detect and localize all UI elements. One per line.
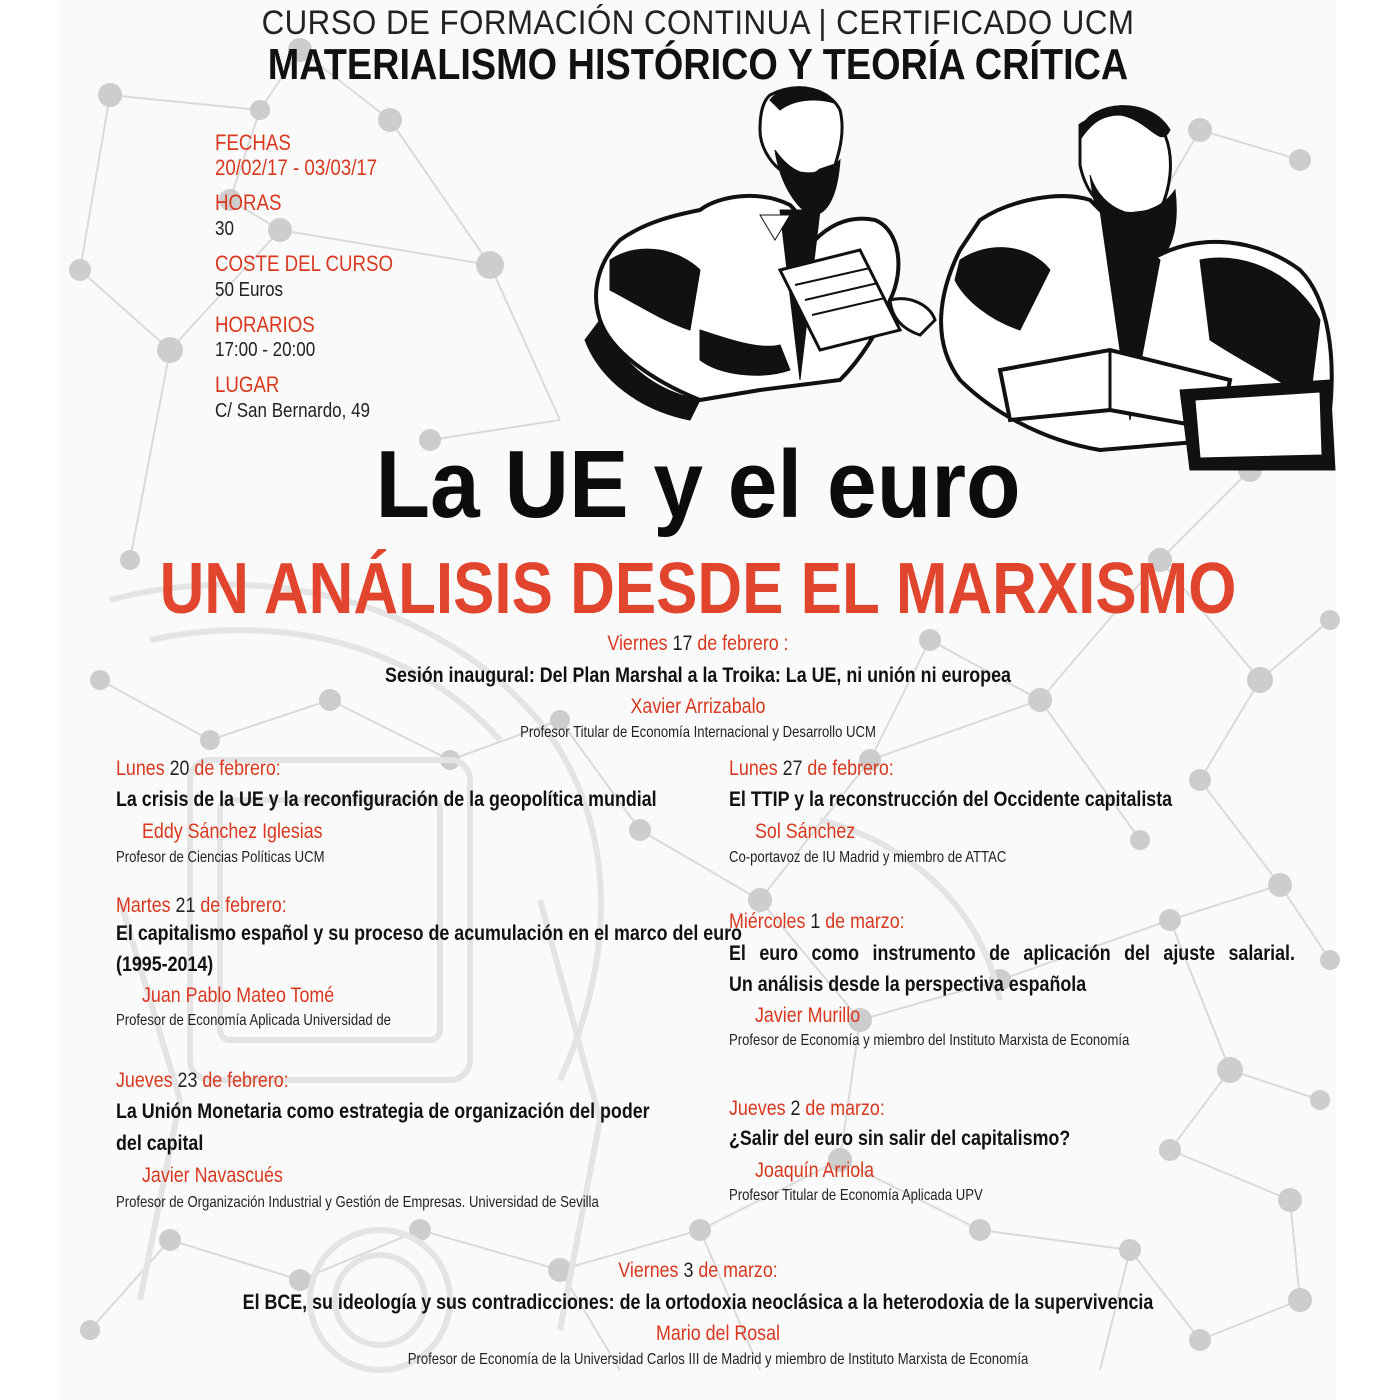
session-role-7: Profesor Titular de Economía Aplicada UPV (729, 1187, 983, 1204)
course-title: MATERIALISMO HISTÓRICO Y TEORÍA CRÍTICA (267, 40, 1129, 89)
session-speaker-7: Joaquín Arriola (755, 1159, 875, 1182)
month: de febrero: (194, 757, 281, 780)
session-date-5 (729, 757, 894, 781)
session-talk-6-line-1: El euro como instrumento de aplicación del ajuste salarial. (729, 942, 1295, 965)
place-value: C/ San Bernardo, 49 (215, 400, 370, 422)
month: de febrero: (200, 894, 287, 917)
session-talk-6-line-2: Un análisis desde la perspectiva española (729, 973, 1087, 996)
day-number: 3 (683, 1259, 694, 1282)
day-number: 17 (672, 632, 693, 655)
month: de febrero: (202, 1069, 289, 1092)
hours-value: 30 (215, 218, 234, 240)
session-role-2: Profesor de Ciencias Políticas UCM (116, 849, 325, 866)
main-title: La UE y el euro (375, 431, 1021, 538)
day-number: 2 (790, 1097, 801, 1120)
schedule-value: 17:00 - 20:00 (215, 339, 316, 361)
weekday: Viernes (607, 632, 668, 655)
day-number: 1 (810, 910, 821, 933)
session-talk-2: La crisis de la UE y la reconfiguración de la geopolítica mundial (116, 788, 657, 811)
session-talk-7: ¿Salir del euro sin salir del capitalismo? (729, 1127, 1071, 1150)
session-role-4: Profesor de Organización Industrial y Gestión de Empresas. Universidad de Sevilla (116, 1194, 599, 1211)
weekday: Jueves (729, 1097, 786, 1120)
session-date-7 (729, 1097, 885, 1121)
session-role-5: Co-portavoz de IU Madrid y miembro de ATTAC (729, 849, 1007, 866)
day-number: 23 (177, 1069, 198, 1092)
dates-label: FECHAS (215, 130, 291, 155)
session-date-2 (116, 757, 281, 781)
day-number: 20 (169, 757, 190, 780)
session-talk-4-line-2: del capital (116, 1132, 204, 1155)
session-speaker-6: Javier Murillo (755, 1004, 861, 1027)
weekday: Viernes (618, 1259, 679, 1282)
session-talk-1: Sesión inaugural: Del Plan Marshal a la Troika: La UE, ni unión ni europea (385, 664, 1011, 687)
session-role-6: Profesor de Economía y miembro del Instituto Marxista de Economía (729, 1032, 1130, 1049)
session-date-1 (156, 632, 1241, 656)
session-date-4 (116, 1069, 289, 1093)
weekday: Martes (116, 894, 171, 917)
schedule-label: HORARIOS (215, 312, 315, 337)
session-date-6 (729, 910, 905, 934)
session-speaker-2: Eddy Sánchez Iglesias (142, 820, 323, 843)
session-speaker-5: Sol Sánchez (755, 820, 856, 843)
weekday: Miércoles (729, 910, 806, 933)
cost-label: COSTE DEL CURSO (215, 251, 394, 276)
weekday: Lunes (116, 757, 165, 780)
month: de marzo: (805, 1097, 885, 1120)
session-date-3 (116, 894, 287, 918)
day-number: 27 (782, 757, 803, 780)
hours-label: HORAS (215, 190, 282, 215)
session-speaker-3: Juan Pablo Mateo Tomé (142, 984, 335, 1007)
month: de marzo: (698, 1259, 778, 1282)
session-talk-4-line-1: La Unión Monetaria como estrategia de organización del poder (116, 1100, 650, 1123)
month: de marzo: (825, 910, 905, 933)
month: de febrero : (697, 632, 789, 655)
weekday: Jueves (116, 1069, 173, 1092)
day-number: 21 (175, 894, 196, 917)
session-role-1: Profesor Titular de Economía Internacional y Desarrollo UCM (520, 724, 876, 741)
session-talk-8: El BCE, su ideología y sus contradicciones: de la ortodoxia neoclásica a la heterodoxia de la supervivencia (242, 1291, 1154, 1314)
session-talk-3-line-2: (1995-2014) (116, 953, 214, 976)
cost-value: 50 Euros (215, 279, 284, 301)
weekday: Lunes (729, 757, 778, 780)
session-date-8 (156, 1259, 1241, 1283)
place-label: LUGAR (215, 372, 280, 397)
session-role-3: Profesor de Economía Aplicada Universidad de (116, 1012, 391, 1029)
session-speaker-1: Xavier Arrizabalo (630, 695, 766, 718)
course-type-line: CURSO DE FORMACIÓN CONTINUA | CERTIFICADO UCM (261, 4, 1135, 42)
dates-value: 20/02/17 - 03/03/17 (215, 155, 378, 180)
month: de febrero: (807, 757, 894, 780)
session-talk-3-line-1: El capitalismo español y su proceso de acumulación en el marco del euro (116, 922, 742, 945)
session-talk-5: El TTIP y la reconstrucción del Occidente capitalista (729, 788, 1173, 811)
session-speaker-4: Javier Navascués (142, 1164, 283, 1187)
main-subtitle: UN ANÁLISIS DESDE EL MARXISMO (159, 549, 1237, 629)
session-speaker-8: Mario del Rosal (655, 1322, 781, 1345)
session-role-8: Profesor de Economía de la Universidad Carlos III de Madrid y miembro de Instituto Marxista de Economía (407, 1351, 1029, 1368)
